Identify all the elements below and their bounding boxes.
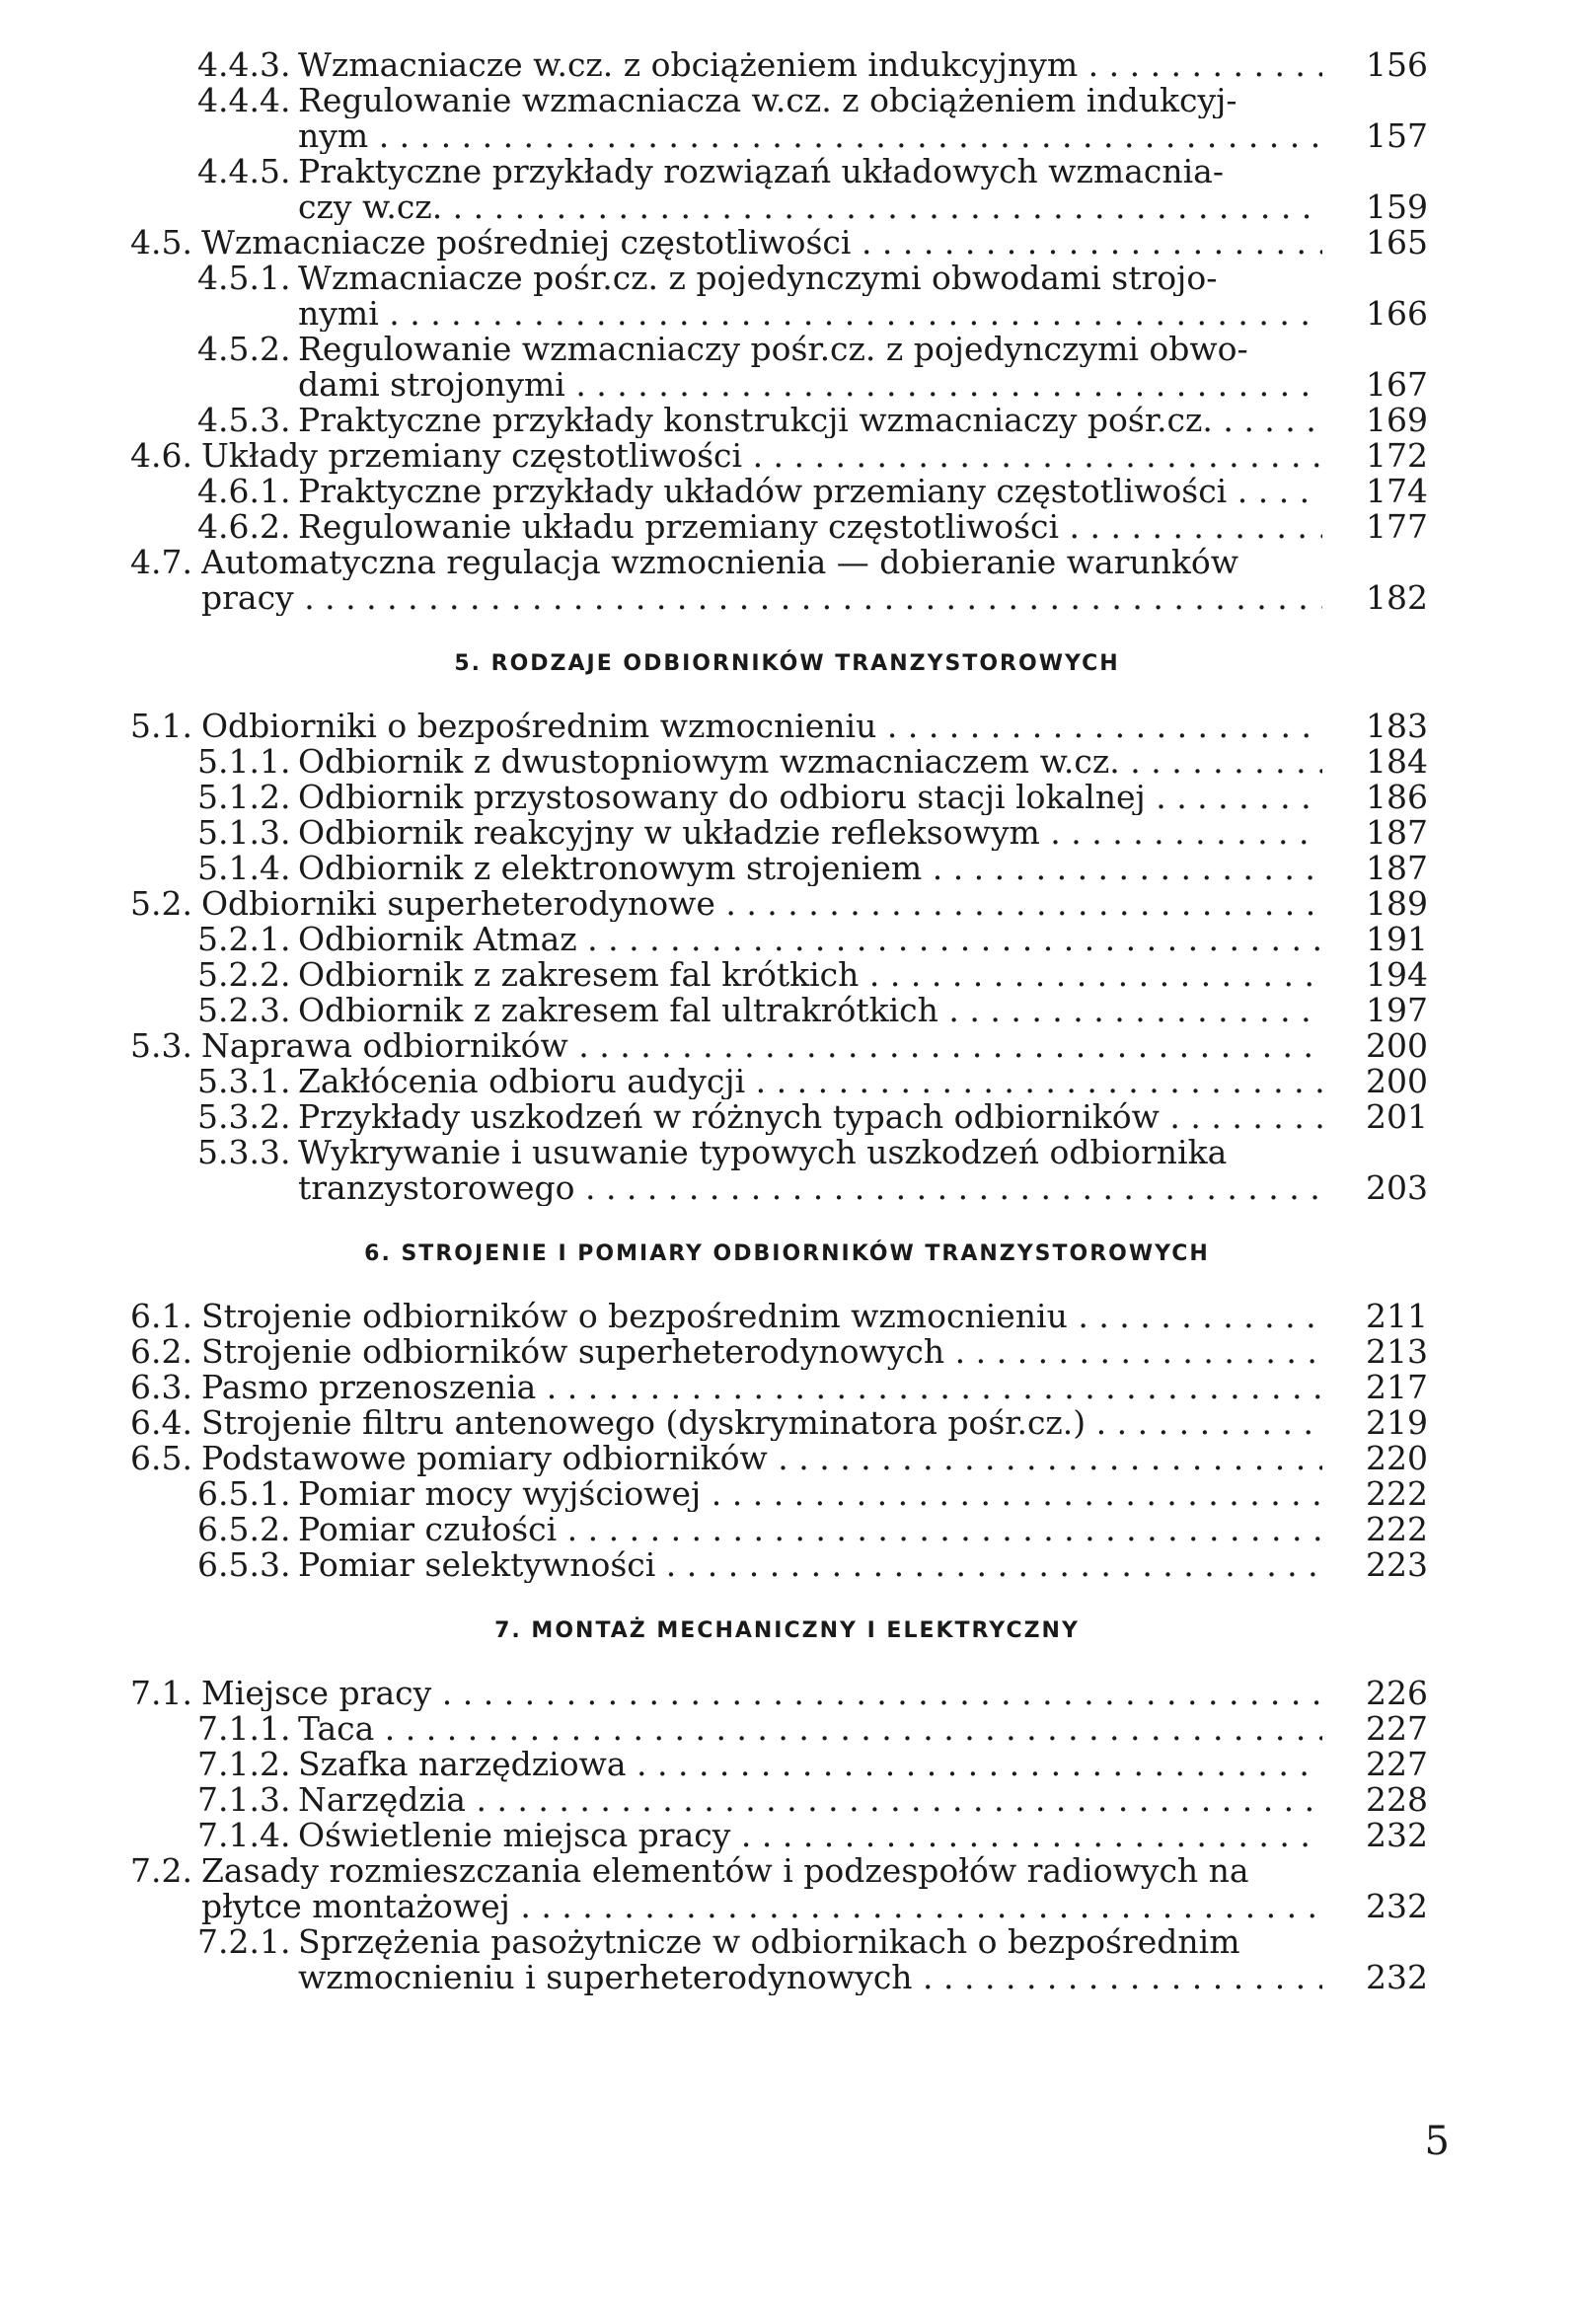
- toc-entry-line: [0, 474, 1574, 509]
- toc-entry-title: nymi . . .: [298, 296, 1322, 332]
- toc-entry-number: 4.4.4.: [197, 81, 291, 119]
- chapter-heading: 5. RODZAJE ODBIORNIKÓW TRANZYSTOROWYCH: [454, 651, 1120, 676]
- toc-entry-title: Odbiornik przystosowany do odbioru stacji lokalnej . . .: [298, 780, 1322, 815]
- toc-entry-number: 4.5.1.: [197, 259, 291, 297]
- toc-entry-line: [0, 1512, 1574, 1547]
- toc-entry-page: 177: [1366, 507, 1428, 546]
- toc-entry-line: [0, 1476, 1574, 1512]
- toc-entry-page: 197: [1366, 991, 1428, 1029]
- toc-entry-title: czy w.cz. . . .: [298, 189, 1322, 225]
- chapter-heading: 6. STROJENIE I POMIARY ODBIORNIKÓW TRANZYSTOROWYCH: [364, 1241, 1210, 1266]
- toc-entry-title: Odbiornik Atmaz . . .: [298, 922, 1322, 957]
- toc-entry-number: 5.3.: [130, 1026, 192, 1065]
- toc-entry-line: [0, 1135, 1574, 1170]
- toc-entry-number: 7.2.1.: [197, 1922, 291, 1961]
- toc-entry-title: Wykrywanie i usuwanie typowych uszkodzeń odbiornika: [298, 1135, 1228, 1170]
- toc-entry-line: [0, 957, 1574, 993]
- toc-entry-number: 6.3.: [130, 1368, 192, 1406]
- toc-entry-page: 200: [1366, 1062, 1428, 1100]
- toc-entry-page: 169: [1366, 401, 1428, 439]
- toc-entry-title: Regulowanie układu przemiany częstotliwości . . .: [298, 509, 1322, 545]
- toc-entry-line: [0, 438, 1574, 474]
- toc-entry-page: 220: [1366, 1439, 1428, 1477]
- toc-entry-page: 174: [1366, 472, 1428, 510]
- toc-entry-page: 183: [1366, 707, 1428, 745]
- toc-entry-title: Praktyczne przykłady konstrukcji wzmacniaczy pośr.cz. . . .: [298, 403, 1322, 438]
- toc-entry-line: [0, 367, 1574, 403]
- toc-entry-number: 5.1.2.: [197, 778, 291, 816]
- toc-entry-title: Odbiornik z dwustopniowym wzmacniaczem w.cz. . . .: [298, 744, 1322, 780]
- toc-entry-line: [0, 580, 1574, 616]
- toc-entry-title: Strojenie odbiorników superheterodynowych . . .: [201, 1334, 1322, 1370]
- toc-entry-title: płytce montażowej . . .: [201, 1889, 1322, 1924]
- toc-entry-line: [0, 1782, 1574, 1818]
- toc-entry-page: 187: [1366, 849, 1428, 887]
- toc-entry-line: [0, 1853, 1574, 1889]
- toc-entry-line: [0, 1028, 1574, 1064]
- toc-entry-page: 184: [1366, 742, 1428, 781]
- toc-entry-title: Praktyczne przykłady układów przemiany częstotliwości . . .: [298, 474, 1322, 509]
- toc-entry-number: 5.1.4.: [197, 849, 291, 887]
- toc-entry-number: 7.1.3.: [197, 1780, 291, 1819]
- toc-entry-number: 5.1.: [130, 707, 192, 745]
- toc-entry-number: 7.1.4.: [197, 1816, 291, 1854]
- toc-entry-title: Narzędzia . . .: [298, 1782, 1322, 1818]
- chapter-heading: 7. MONTAŻ MECHANICZNY I ELEKTRYCZNY: [494, 1618, 1080, 1643]
- toc-entry-number: 5.1.1.: [197, 742, 291, 781]
- toc-entry-title: Wzmacniacze pośr.cz. z pojedynczymi obwodami strojo-: [298, 261, 1218, 296]
- toc-entry-title: Strojenie odbiorników o bezpośrednim wzmocnieniu . . .: [201, 1299, 1322, 1334]
- toc-entry-line: [0, 744, 1574, 780]
- toc-entry-title: Sprzężenia pasożytnicze w odbiornikach o bezpośrednim: [298, 1924, 1240, 1960]
- toc-entry-title: Układy przemiany częstotliwości . . .: [201, 438, 1322, 474]
- toc-entry-page: 211: [1366, 1297, 1428, 1335]
- toc-entry-line: [0, 509, 1574, 545]
- toc-entry-number: 5.1.3.: [197, 813, 291, 852]
- toc-entry-line: [0, 1924, 1574, 1960]
- toc-entry-line: [0, 886, 1574, 922]
- toc-entry-line: [0, 780, 1574, 815]
- toc-entry-number: 5.2.: [130, 884, 192, 923]
- toc-entry-page: 187: [1366, 813, 1428, 852]
- toc-entry-page: 191: [1366, 920, 1428, 958]
- toc-entry-number: 6.1.: [130, 1297, 192, 1335]
- toc-entry-line: [0, 1441, 1574, 1476]
- toc-entry-page: 219: [1366, 1403, 1428, 1442]
- toc-entry-line: [0, 403, 1574, 438]
- toc-entry-page: 172: [1366, 436, 1428, 475]
- toc-entry-number: 4.6.1.: [197, 472, 291, 510]
- toc-entry-line: [0, 296, 1574, 332]
- toc-entry-line: [0, 83, 1574, 118]
- toc-entry-page: 189: [1366, 884, 1428, 923]
- toc-entry-line: [0, 1960, 1574, 1995]
- toc-entry-page: 159: [1366, 187, 1428, 226]
- toc-entry-title: nym . . .: [298, 118, 1322, 154]
- toc-entry-title: Taca . . .: [298, 1711, 1322, 1747]
- toc-entry-line: [0, 1370, 1574, 1405]
- toc-entry-page: 186: [1366, 778, 1428, 816]
- toc-entry-line: [0, 1405, 1574, 1441]
- toc-entry-line: [0, 1747, 1574, 1782]
- toc-entry-line: [0, 261, 1574, 296]
- toc-entry-page: 232: [1366, 1887, 1428, 1925]
- toc-entry-title: Miejsce pracy . . .: [201, 1676, 1322, 1711]
- toc-entry-number: 7.1.1.: [197, 1709, 291, 1748]
- toc-entry-title: Podstawowe pomiary odbiorników . . .: [201, 1441, 1322, 1476]
- toc-entry-title: pracy . . .: [201, 580, 1322, 616]
- toc-entry-line: [0, 1334, 1574, 1370]
- toc-entry-page: 228: [1366, 1780, 1428, 1819]
- toc-entry-line: [0, 1676, 1574, 1711]
- page-number: 5: [1424, 2119, 1450, 2164]
- toc-entry-line: [0, 1064, 1574, 1099]
- toc-entry-page: 201: [1366, 1097, 1428, 1136]
- toc-entry-title: Pomiar selektywności . . .: [298, 1547, 1322, 1583]
- toc-entry-title: Pomiar mocy wyjściowej . . .: [298, 1476, 1322, 1512]
- toc-entry-number: 5.3.3.: [197, 1133, 291, 1171]
- toc-entry-page: 222: [1366, 1510, 1428, 1548]
- toc-entry-title: Odbiornik reakcyjny w układzie refleksowym . . .: [298, 815, 1322, 851]
- toc-entry-number: 6.2.: [130, 1332, 192, 1371]
- toc-entry-page: 194: [1366, 955, 1428, 994]
- toc-entry-line: [0, 922, 1574, 957]
- toc-entry-line: [0, 993, 1574, 1028]
- toc-entry-line: [0, 1711, 1574, 1747]
- toc-entry-number: 4.4.5.: [197, 152, 291, 190]
- toc-entry-title: Zasady rozmieszczania elementów i podzespołów radiowych na: [201, 1853, 1249, 1889]
- toc-entry-page: 157: [1366, 116, 1428, 155]
- toc-entry-number: 4.6.: [130, 436, 192, 475]
- toc-entry-number: 7.1.: [130, 1674, 192, 1712]
- toc-entry-line: [0, 47, 1574, 83]
- toc-entry-line: [0, 118, 1574, 154]
- toc-entry-number: 6.5.3.: [197, 1545, 291, 1584]
- toc-entry-number: 6.5.: [130, 1439, 192, 1477]
- toc-entry-number: 7.2.: [130, 1851, 192, 1890]
- toc-entry-title: tranzystorowego . . .: [298, 1170, 1322, 1206]
- toc-entry-title: Odbiornik z elektronowym strojeniem . . .: [298, 851, 1322, 886]
- toc-entry-number: 6.5.1.: [197, 1474, 291, 1513]
- toc-entry-number: 5.2.1.: [197, 920, 291, 958]
- toc-entry-title: Pasmo przenoszenia . . .: [201, 1370, 1322, 1405]
- toc-entry-title: Odbiornik z zakresem fal krótkich . . .: [298, 957, 1322, 993]
- toc-entry-number: 5.2.3.: [197, 991, 291, 1029]
- toc-entry-title: Zakłócenia odbioru audycji . . .: [298, 1064, 1322, 1099]
- toc-entry-page: 182: [1366, 578, 1428, 617]
- toc-entry-number: 4.5.: [130, 223, 192, 262]
- toc-entry-line: [0, 1818, 1574, 1853]
- toc-entry-title: wzmocnieniu i superheterodynowych . . .: [298, 1960, 1322, 1995]
- toc-entry-number: 4.4.3.: [197, 45, 291, 84]
- toc-entry-title: Wzmacniacze pośredniej częstotliwości . . .: [201, 225, 1322, 261]
- toc-entry-title: Praktyczne przykłady rozwiązań układowych wzmacnia-: [298, 154, 1225, 189]
- toc-entry-page: 213: [1366, 1332, 1428, 1371]
- toc-entry-page: 227: [1366, 1709, 1428, 1748]
- toc-entry-title: Szafka narzędziowa . . .: [298, 1747, 1322, 1782]
- toc-entry-number: 5.2.2.: [197, 955, 291, 994]
- toc-entry-line: [0, 1299, 1574, 1334]
- toc-entry-page: 232: [1366, 1958, 1428, 1996]
- toc-entry-line: [0, 851, 1574, 886]
- toc-entry-page: 227: [1366, 1745, 1428, 1783]
- toc-entry-number: 5.3.2.: [197, 1097, 291, 1136]
- toc-entry-number: 5.3.1.: [197, 1062, 291, 1100]
- toc-entry-title: Naprawa odbiorników . . .: [201, 1028, 1322, 1064]
- toc-entry-page: 217: [1366, 1368, 1428, 1406]
- toc-entry-line: [0, 1547, 1574, 1583]
- toc-entry-page: 165: [1366, 223, 1428, 262]
- toc-entry-line: [0, 154, 1574, 189]
- toc-entry-title: Odbiorniki o bezpośrednim wzmocnieniu . . .: [201, 709, 1322, 744]
- toc-entry-title: dami strojonymi . . .: [298, 367, 1322, 403]
- toc-entry-page: 226: [1366, 1674, 1428, 1712]
- toc-entry-line: [0, 1170, 1574, 1206]
- toc-entry-page: 232: [1366, 1816, 1428, 1854]
- toc-entry-title: Strojenie filtru antenowego (dyskryminatora pośr.cz.) . . .: [201, 1405, 1322, 1441]
- toc-entry-title: Odbiorniki superheterodynowe . . .: [201, 886, 1322, 922]
- toc-entry-title: Wzmacniacze w.cz. z obciążeniem indukcyjnym . . .: [298, 47, 1322, 83]
- toc-entry-title: Pomiar czułości . . .: [298, 1512, 1322, 1547]
- toc-entry-page: 166: [1366, 294, 1428, 333]
- toc-entry-line: [0, 1889, 1574, 1924]
- toc-entry-title: Odbiornik z zakresem fal ultrakrótkich . . .: [298, 993, 1322, 1028]
- toc-entry-line: [0, 545, 1574, 580]
- toc-entry-number: 4.5.3.: [197, 401, 291, 439]
- toc-entry-title: Regulowanie wzmacniaczy pośr.cz. z pojedynczymi obwo-: [298, 332, 1248, 367]
- toc-entry-line: [0, 225, 1574, 261]
- toc-entry-title: Automatyczna regulacja wzmocnienia — dobieranie warunków: [201, 545, 1239, 580]
- toc-entry-line: [0, 815, 1574, 851]
- toc-entry-page: 222: [1366, 1474, 1428, 1513]
- toc-entry-number: 6.5.2.: [197, 1510, 291, 1548]
- toc-entry-line: [0, 332, 1574, 367]
- toc-entry-number: 4.5.2.: [197, 330, 291, 368]
- toc-entry-page: 167: [1366, 365, 1428, 404]
- toc-entry-line: [0, 1099, 1574, 1135]
- toc-entry-line: [0, 709, 1574, 744]
- toc-entry-page: 156: [1366, 45, 1428, 84]
- toc-entry-number: 6.4.: [130, 1403, 192, 1442]
- toc-entry-line: [0, 189, 1574, 225]
- toc-entry-title: Przykłady uszkodzeń w różnych typach odbiorników . . .: [298, 1099, 1322, 1135]
- toc-entry-page: 223: [1366, 1545, 1428, 1584]
- toc-entry-number: 4.7.: [130, 543, 192, 581]
- toc-entry-number: 7.1.2.: [197, 1745, 291, 1783]
- toc-entry-title: Regulowanie wzmacniacza w.cz. z obciążeniem indukcyj-: [298, 83, 1237, 118]
- toc-entry-page: 203: [1366, 1168, 1428, 1207]
- toc-entry-number: 4.6.2.: [197, 507, 291, 546]
- toc-entry-page: 200: [1366, 1026, 1428, 1065]
- toc-entry-title: Oświetlenie miejsca pracy . . .: [298, 1818, 1322, 1853]
